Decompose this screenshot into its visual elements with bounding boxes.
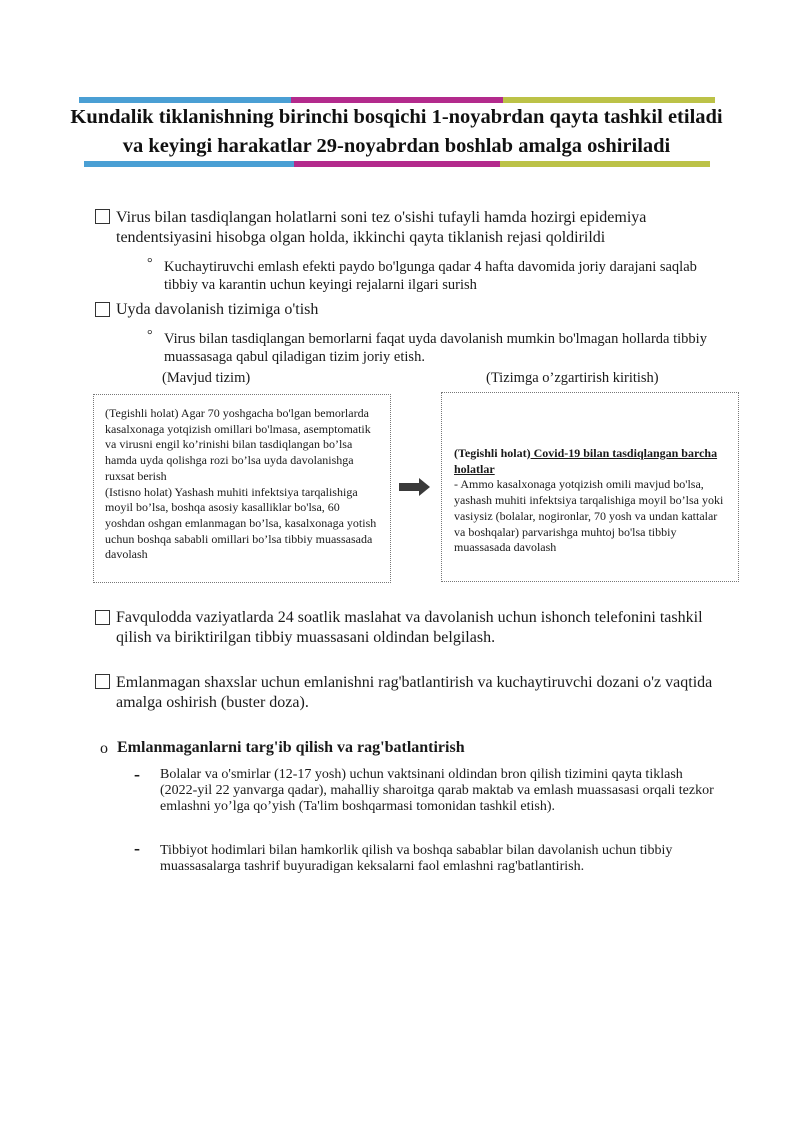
arrow-right-icon xyxy=(399,478,431,496)
label-system-change: (Tizimga o’zgartirish kiritish) xyxy=(486,370,659,386)
bullet-degree-icon: ° xyxy=(147,256,153,271)
current-system-exception: (Istisno holat) Yashash muhiti infektsiya tarqalishiga moyil bo’lsa, boshqa asosiy kasalliklar bo'lsa, 60 yoshdan oshgan emlanmagan bo’lsa, kasalxonaga yotish uchun boshqa sababli omillari bo’lsa tibbiy muassasada davolash xyxy=(105,484,377,562)
system-change-lead: (Tegishli holat) xyxy=(454,446,531,460)
section-3-text: Favqulodda vaziyatlarda 24 soatlik maslahat va davolanish uchun ishonch telefonini tashkil qilish va biriktirilgan tibbiy muassasani oldindan belgilash. xyxy=(116,609,703,646)
checkbox-icon xyxy=(95,610,110,625)
checkbox-icon xyxy=(95,209,110,224)
checkbox-icon xyxy=(95,674,110,689)
page-title: Kundalik tiklanishning birinchi bosqichi 1-noyabrdan qayta tashkil etiladi va keyingi harakatlar 29-noyabrdan boshlab amalga oshiriladi xyxy=(70,106,723,157)
system-change-lead-underlined: Covid-19 bilan tasdiqlangan barcha holatlar xyxy=(454,446,718,476)
bullet-degree-icon: ° xyxy=(147,328,153,343)
bottom-stripe-olive xyxy=(500,161,710,167)
section-5-heading: Emlanmaganlarni targ'ib qilish va rag'batlantirish xyxy=(117,739,465,756)
bottom-stripe-magenta xyxy=(294,161,500,167)
dash-bullet-icon: - xyxy=(134,838,140,858)
section-1-text: Virus bilan tasdiqlangan holatlarni soni tez o'sishi tufayli hamda hozirgi epidemiya tendentsiyasini hisobga olgan holda, ikkinchi qayta tiklanish rejasi qoldirildi xyxy=(116,209,647,246)
system-change-body: - Ammo kasalxonaga yotqizish omili mavjud bo'lsa, yashash muhiti infektsiya tarqalishiga moyil bo’lsa yoki vasiysiz (bolalar, nogironlar, 70 yosh va undan kattalar va boshqalar) parvarishga muhtoj bo'lsa tibbiy muassasada davolash xyxy=(454,477,724,555)
current-system-applicable: (Tegishli holat) Agar 70 yoshgacha bo'lgan bemorlarda kasalxonaga yotqizish omillari bo'lmasa, asemptomatik va virusni engil ko’rinishi bilan tasdiqlangan bo’lsa hamda uyda qolishga rozi bo’lsa uyda davolanishga ruxsat berish xyxy=(105,406,371,483)
section-2-subitem: Virus bilan tasdiqlangan bemorlarni faqat uyda davolanish mumkin bo'lmagan hollarda tibbiy muassasaga qabul qiladigan tizim joriy etish. xyxy=(164,331,707,365)
label-current-system: (Mavjud tizim) xyxy=(162,370,251,386)
checkbox-icon xyxy=(95,302,110,317)
dash-bullet-icon: - xyxy=(134,764,140,784)
system-change-box xyxy=(441,392,739,582)
current-system-box xyxy=(93,394,391,583)
section-2-text: Uyda davolanish tizimiga o'tish xyxy=(116,301,319,318)
bottom-stripe-blue xyxy=(84,161,294,167)
section-1-subitem: Kuchaytiruvchi emlash efekti paydo bo'lgunga qadar 4 hafta davomida joriy darajani saqlab tibbiy va karantin uchun keyingi rejalarni ilgari surish xyxy=(164,259,697,293)
circle-bullet-icon: o xyxy=(100,740,108,757)
section-5-item: Bolalar va o'smirlar (12-17 yosh) uchun vaktsinani oldindan bron qilish tizimini qayta tiklash (2022-yil 22 yanvarga qadar), mahalliy sharoitga qarab maktab va emlash muassasasi orqali tezkor emlashni yo’lga qo’yish (Ta'lim boshqarmasi tomonidan tashkil etish). xyxy=(160,767,714,814)
section-4-text: Emlanmagan shaxslar uchun emlanishni rag'batlantirish va kuchaytiruvchi dozani o'z vaqtida amalga oshirish (buster doza). xyxy=(116,674,713,711)
section-5-item: Tibbiyot hodimlari bilan hamkorlik qilish va boshqa sabablar bilan davolanish uchun tibbiy muassasalarga tashrif buyuradigan keksalarni faol emlashni rag'batlantirish. xyxy=(160,843,673,874)
